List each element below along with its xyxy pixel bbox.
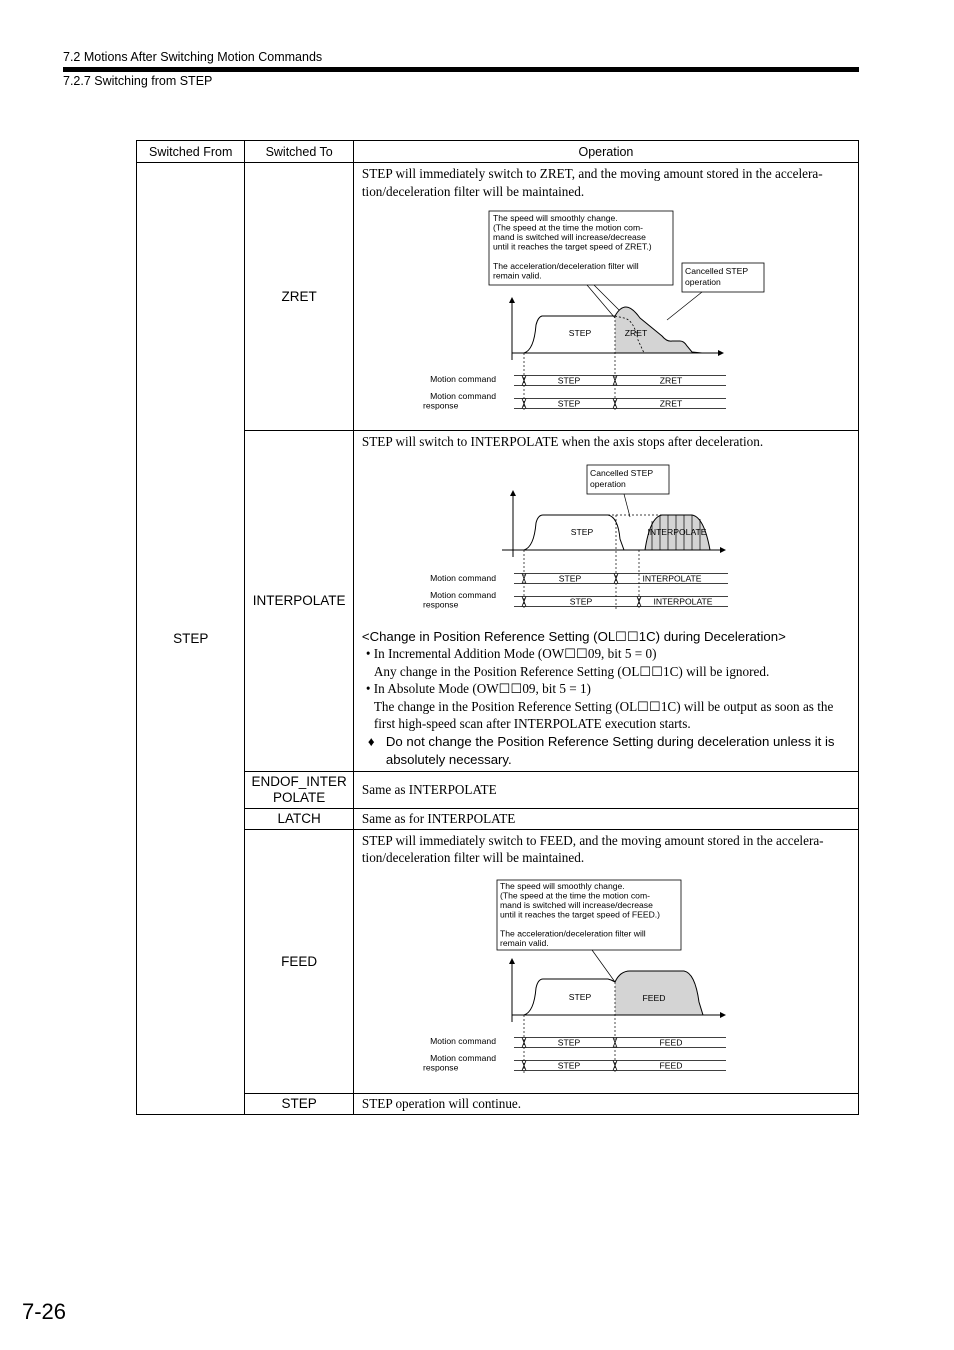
- interp-resp-label: response: [422, 599, 459, 609]
- interp-label-interpolate: INTERPOLATE: [647, 526, 707, 537]
- section-header: 7.2 Motions After Switching Motion Commands: [63, 50, 323, 64]
- interp-bullet-absolute-detail: The change in the Position Reference Setting (OL☐☐1C) will be output as soon as the first high-speed scan after INTERPOLATE execution starts.: [373, 698, 834, 731]
- table-row: [137, 771, 859, 808]
- diamond-icon: ♦: [367, 733, 375, 749]
- interp-change-title: <Change in Position Reference Setting (OL☐☐1C) during Deceleration>: [361, 628, 786, 644]
- operation-feed: [353, 829, 858, 1093]
- feed-cmd-step: STEP: [557, 1037, 581, 1047]
- interp-axis-arrow: [720, 547, 726, 553]
- zret-label-zret: ZRET: [624, 328, 648, 338]
- col-operation: Operation: [353, 141, 858, 163]
- interp-diagram: [362, 451, 848, 627]
- feed-description: STEP will immediately switch to FEED, and the moving amount stored in the accelera-tion/deceleration filter will be maintained.: [361, 832, 824, 865]
- zret-cancel-line: operation: [684, 277, 721, 287]
- zret-cmd-label: Motion command: [429, 374, 496, 384]
- col-switched-from: Switched From: [137, 141, 245, 163]
- zret-cmd-step: STEP: [557, 375, 581, 386]
- operation-interpolate: [353, 431, 858, 772]
- feed-axis-arrow: [509, 958, 515, 964]
- interp-resp-label: Motion command: [429, 589, 496, 600]
- switched-to-feed: FEED: [245, 829, 353, 1093]
- zret-callout-line: remain valid.: [492, 270, 542, 281]
- page-number: 7-26: [22, 1299, 67, 1324]
- zret-label-step: STEP: [568, 328, 592, 338]
- zret-resp-zret: ZRET: [659, 398, 683, 409]
- zret-callout-line: (The speed at the time the motion com-: [492, 222, 643, 233]
- interp-cancel-line: Cancelled STEP: [589, 467, 653, 478]
- zret-resp-label: Motion command: [429, 391, 496, 401]
- switched-to-endof-interpolate: [245, 771, 353, 808]
- zret-callout-line: The acceleration/deceleration filter will: [492, 261, 639, 271]
- feed-axis-arrow: [720, 1012, 726, 1018]
- interp-resp-step: STEP: [569, 596, 593, 606]
- interp-cmd-label: Motion command: [429, 572, 496, 583]
- interp-caution-note: [362, 733, 852, 769]
- operation-latch: Same as for INTERPOLATE: [353, 808, 858, 829]
- endof-line2: POLATE: [273, 789, 326, 805]
- interp-cancel-line: operation: [589, 478, 626, 489]
- table-row: [137, 163, 859, 431]
- table-row: [137, 829, 859, 1093]
- feed-callout-line: until it reaches the target speed of FEED.): [499, 909, 660, 919]
- zret-axis-arrow: [509, 297, 515, 303]
- interp-cmd-step: STEP: [558, 573, 582, 583]
- switching-table: [136, 140, 859, 1115]
- feed-label-feed: FEED: [642, 992, 666, 1003]
- table-row: [137, 808, 859, 829]
- feed-callout-line: (The speed at the time the motion com-: [499, 890, 650, 900]
- feed-callout-line: The speed will smoothly change.: [499, 880, 625, 891]
- feed-callout-line: mand is switched will increase/decrease: [499, 899, 653, 910]
- col-switched-to: Switched To: [245, 141, 353, 163]
- feed-callout-line: remain valid.: [499, 937, 549, 948]
- feed-resp-step: STEP: [557, 1060, 581, 1070]
- operation-step: STEP operation will continue.: [353, 1093, 858, 1114]
- zret-cancel-line: Cancelled STEP: [684, 266, 748, 276]
- zret-description: STEP will immediately switch to ZRET, and the moving amount stored in the accelera-tion/deceleration filter will be maintained.: [361, 166, 823, 199]
- switched-to-interpolate: INTERPOLATE: [245, 431, 353, 772]
- feed-diagram: [362, 867, 848, 1091]
- interp-bullet-incremental: • In Incremental Addition Mode (OW☐☐09, bit 5 = 0): [365, 646, 657, 661]
- table-header-row: [137, 141, 859, 163]
- interp-cmd-interpolate: INTERPOLATE: [642, 573, 702, 583]
- operation-zret: [353, 163, 858, 431]
- interp-caution-text: Do not change the Position Reference Setting during deceleration unless it is absolutely necessary.: [385, 733, 835, 767]
- switched-to-zret: ZRET: [245, 163, 353, 431]
- interp-label-step: STEP: [570, 526, 594, 537]
- feed-resp-label: Motion command: [429, 1052, 496, 1063]
- zret-axis-arrow: [718, 350, 724, 356]
- switched-to-latch: LATCH: [245, 808, 353, 829]
- feed-callout-leader: [592, 950, 615, 982]
- feed-resp-label: response: [422, 1062, 459, 1072]
- interp-bullet-absolute: • In Absolute Mode (OW☐☐09, bit 5 = 1): [365, 681, 591, 696]
- interp-resp-interpolate: INTERPOLATE: [653, 596, 713, 606]
- zret-diagram: [362, 200, 848, 428]
- interp-bullet-incremental-detail: Any change in the Position Reference Setting (OL☐☐1C) will be ignored.: [373, 663, 770, 679]
- feed-resp-feed: FEED: [659, 1060, 683, 1070]
- zret-cancel-leader: [667, 292, 702, 320]
- zret-resp-step: STEP: [557, 398, 581, 409]
- interp-cancel-leader: [624, 494, 630, 517]
- header-rule: [63, 67, 859, 72]
- zret-callout-line: The speed will smoothly change.: [492, 213, 618, 223]
- feed-cmd-feed: FEED: [659, 1037, 683, 1047]
- feed-label-step: STEP: [568, 991, 592, 1002]
- endof-line1: ENDOF_INTER: [251, 773, 347, 789]
- zret-resp-label: response: [422, 400, 459, 411]
- zret-callout-line: mand is switched will increase/decrease: [492, 232, 646, 242]
- interp-axis-arrow: [510, 490, 516, 496]
- interp-description: STEP will switch to INTERPOLATE when the axis stops after deceleration.: [361, 434, 764, 449]
- table-row: [137, 1093, 859, 1114]
- feed-cmd-label: Motion command: [429, 1035, 496, 1046]
- switched-from-cell: STEP: [137, 163, 245, 1115]
- switched-to-step: STEP: [245, 1093, 353, 1114]
- zret-callout-line: until it reaches the target speed of ZRET.): [492, 241, 652, 252]
- feed-callout-line: The acceleration/deceleration filter will: [499, 928, 646, 938]
- zret-cmd-zret: ZRET: [659, 375, 683, 386]
- table-row: [137, 431, 859, 772]
- subsection-header: 7.2.7 Switching from STEP: [63, 74, 213, 88]
- operation-endof-interpolate: Same as INTERPOLATE: [353, 771, 858, 808]
